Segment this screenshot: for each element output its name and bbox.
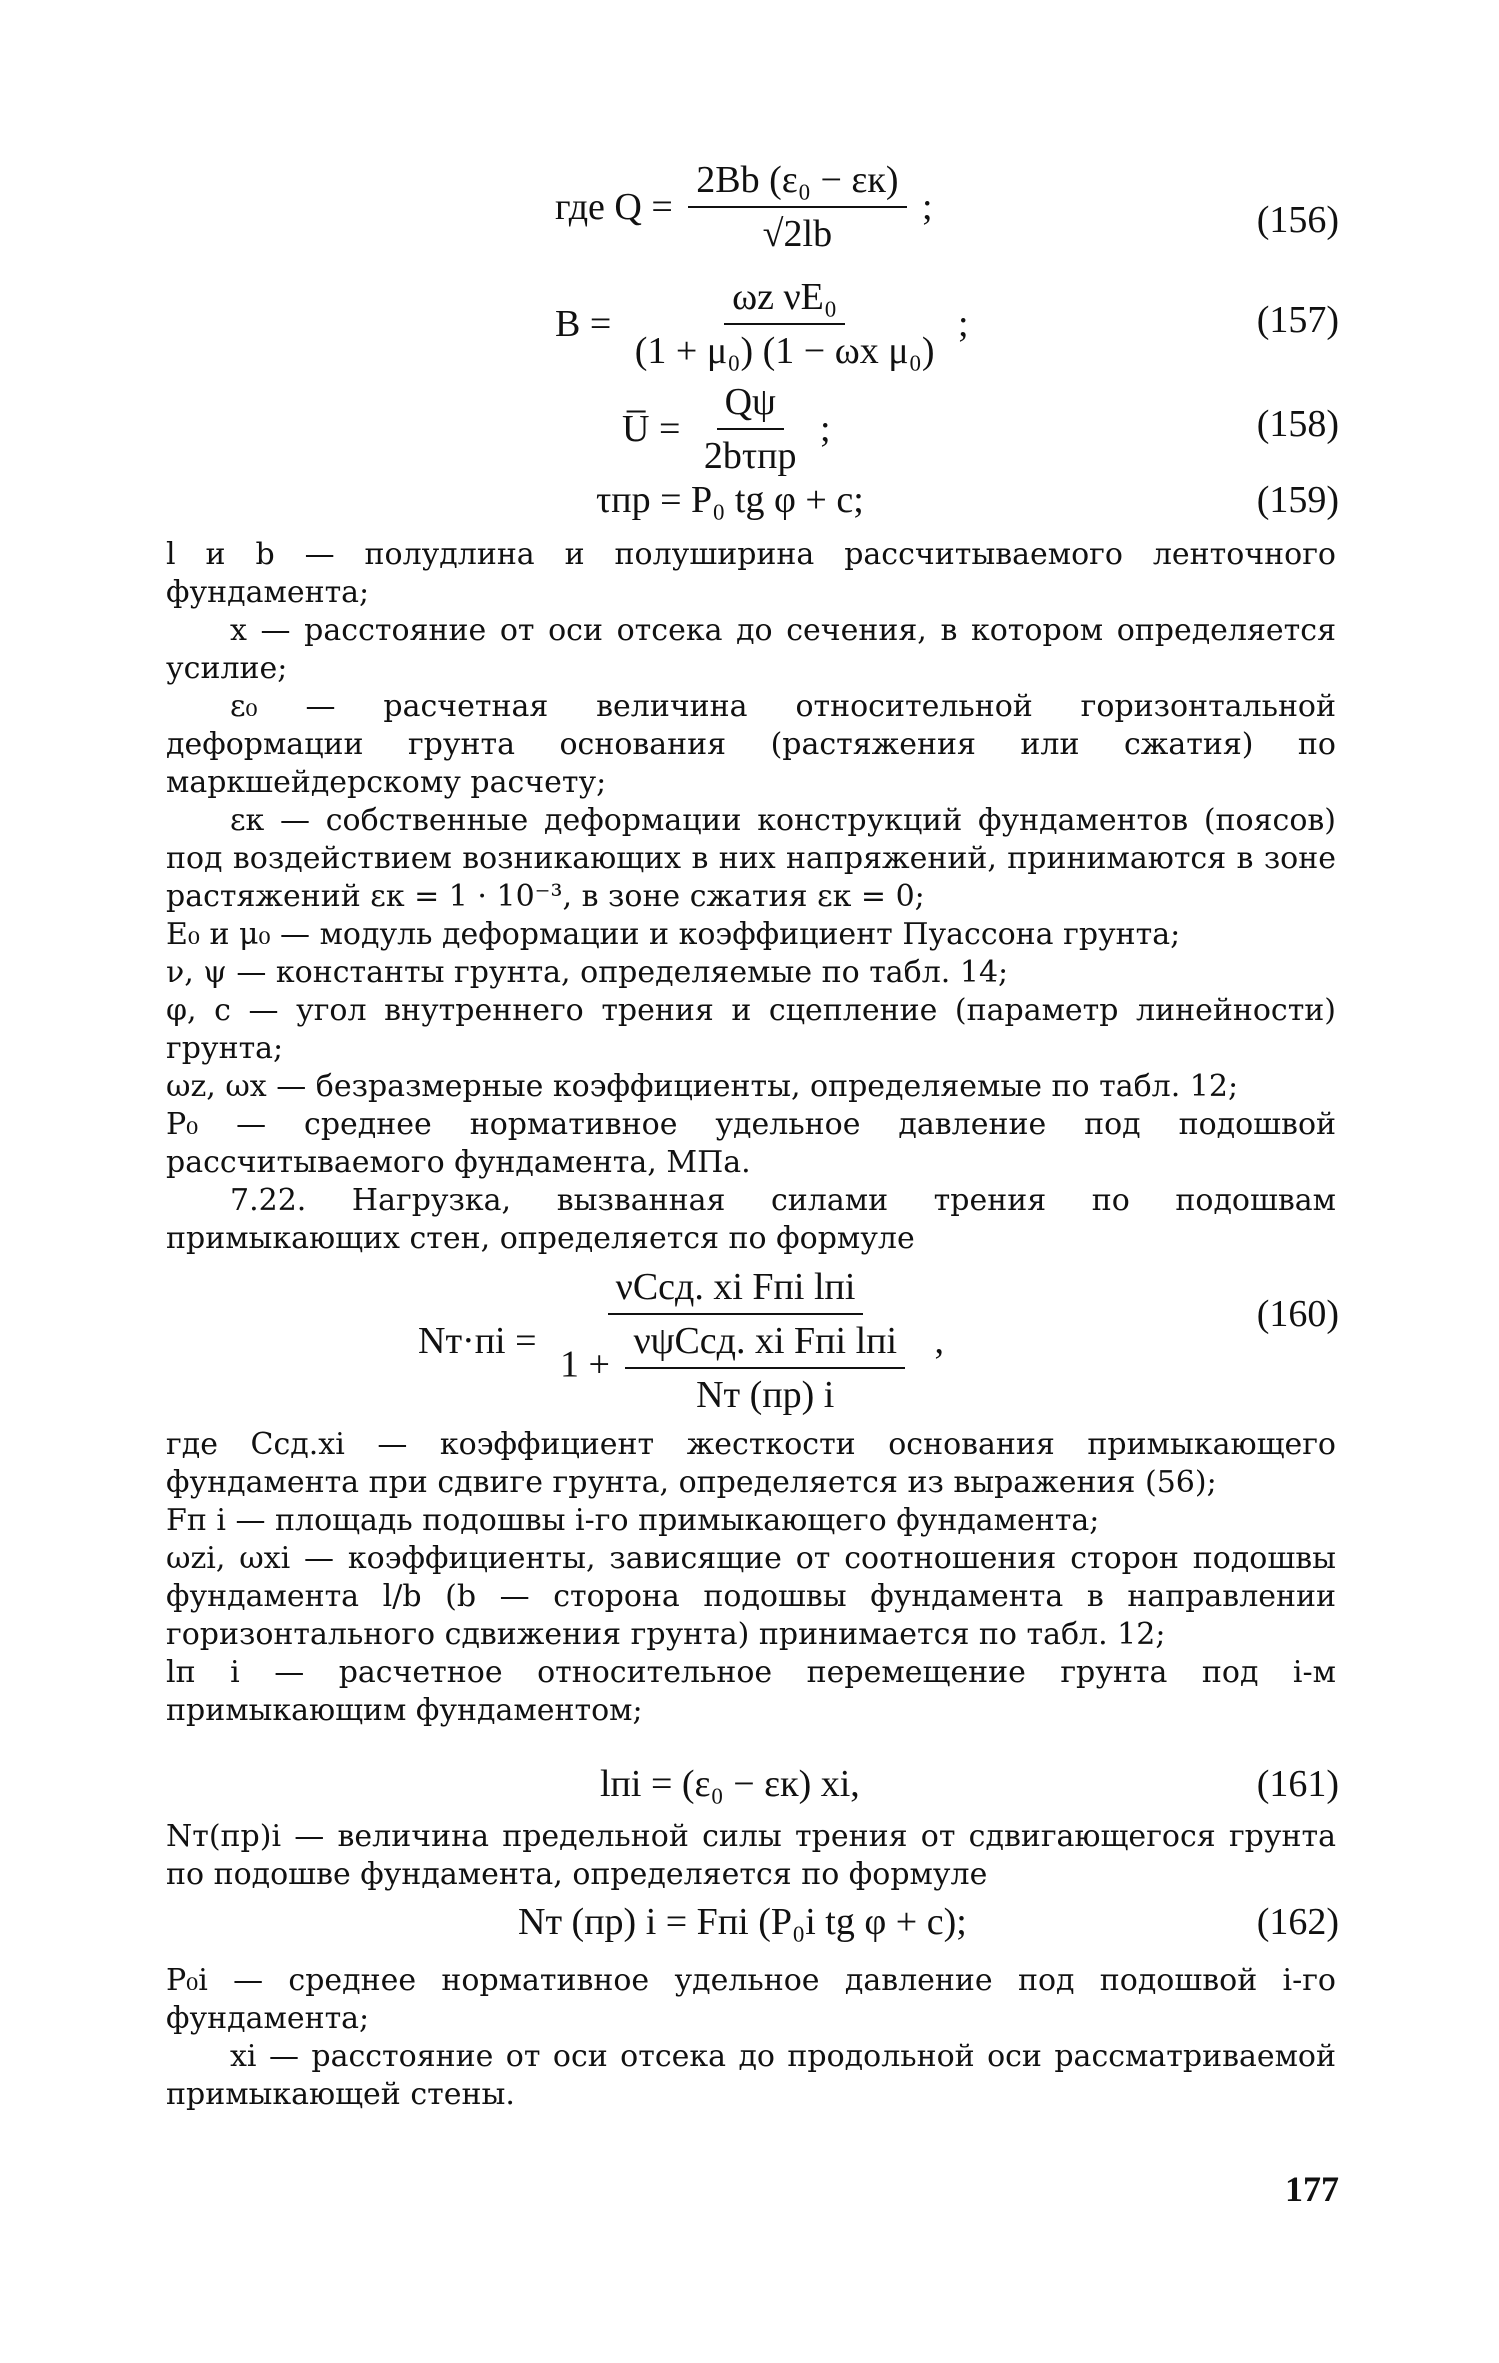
denominator: 2bτпр: [703, 435, 797, 477]
fraction: [696, 380, 805, 478]
denominator: [552, 1315, 919, 1417]
fraction: [552, 1265, 919, 1417]
section-7-22: 7.22. Нагрузка, вызванная силами трения по подошвам примыкающих стен, определяется по формуле: [166, 1183, 1336, 1256]
definitions-block-2: [166, 1426, 1336, 1730]
definition-phi-c: φ, c — угол внутреннего трения и сцепление (параметр линейности) грунта;: [166, 993, 1336, 1066]
formula-161: lпi = (ε₀ − εк) xi,: [600, 1763, 860, 1805]
equation-number: (161): [1256, 1763, 1339, 1805]
numerator: Qψ: [717, 380, 784, 430]
definition-nu-psi: ν, ψ — константы грунта, определяемые по табл. 14;: [166, 955, 1009, 990]
definitions-block-1: [166, 536, 1336, 1258]
definitions-block-3: [166, 1962, 1336, 2114]
definition-omega-i: ωzi, ωxi — коэффициенты, зависящие от соотношения сторон подошвы фундамента l/b (b — сторона подошвы фундамента в направлении горизонтального сдвижения грунта) принимается по табл. 12;: [166, 1541, 1336, 1652]
inner-fraction: [625, 1319, 905, 1417]
inner-numerator: νψCсд. xi Fпi lпi: [625, 1319, 905, 1369]
formula-156: [555, 158, 933, 256]
page-number: 177: [1285, 2169, 1339, 2209]
formula-159: τпр = P₀ tg φ + c;: [596, 479, 864, 521]
denominator-prefix: 1 +: [560, 1343, 610, 1386]
definition-Ntpr: Nт(пр)i — величина предельной силы трения от сдвигающегося грунта по подошве фундамента, определяется по формуле: [166, 1819, 1336, 1892]
formula-162: Nт (пр) i = Fпi (P₀i tg φ + c);: [518, 1901, 967, 1943]
formula-lhs: U̅ =: [622, 408, 681, 450]
fraction: [627, 275, 943, 373]
fraction: [688, 158, 906, 256]
definition-x: x — расстояние от оси отсека до сечения, в котором определяется усилие;: [166, 613, 1336, 686]
definition-P0: P₀ — среднее нормативное удельное давление под подошвой рассчитываемого фундамента, МПа.: [166, 1107, 1336, 1180]
equation-number: (159): [1256, 479, 1339, 521]
equation-number: (156): [1256, 199, 1339, 241]
numerator: νCсд. xi Fпi lпi: [608, 1265, 864, 1315]
definition-l-b: l и b — полудлина и полуширина рассчитываемого ленточного фундамента;: [166, 537, 1336, 610]
denominator: (1 + μ₀) (1 − ωx μ₀): [634, 330, 935, 372]
equation-number: (160): [1256, 1293, 1339, 1335]
equation-number: (162): [1256, 1901, 1339, 1943]
formula-tail: ;: [958, 303, 969, 345]
definition-omega: ωz, ωx — безразмерные коэффициенты, определяемые по табл. 12;: [166, 1069, 1239, 1104]
formula-lhs: B =: [555, 303, 612, 345]
equation-number: (157): [1256, 299, 1339, 341]
formula-160: [418, 1265, 944, 1417]
formula-lhs: где Q =: [555, 186, 673, 228]
definition-Fpi: Fп i — площадь подошвы i-го примыкающего фундамента;: [166, 1503, 1100, 1538]
formula-lhs: Nт·пi =: [418, 1320, 537, 1362]
definition-Csd: где Cсд.xi — коэффициент жесткости основания примыкающего фундамента при сдвиге грунта, определяется из выражения (56);: [166, 1427, 1336, 1500]
definition-E0-mu0: E₀ и μ₀ — модуль деформации и коэффициент Пуассона грунта;: [166, 917, 1181, 952]
numerator: 2Bb (ε₀ − εк): [688, 158, 906, 208]
definition-xi: xi — расстояние от оси отсека до продольной оси рассматриваемой примыкающей стены.: [166, 2039, 1336, 2112]
formula-tail: ;: [922, 186, 933, 228]
definition-epsk: εк — собственные деформации конструкций фундаментов (поясов) под воздействием возникающих в них напряжений, принимаются в зоне растяжений εк = 1 · 10⁻³, в зоне сжатия εк = 0;: [166, 803, 1336, 914]
definition-lpi: lп i — расчетное относительное перемещение грунта под i-м примыкающим фундаментом;: [166, 1655, 1336, 1728]
numerator: ωz νE₀: [724, 275, 845, 325]
denominator: √2lb: [762, 213, 833, 255]
inner-denominator: Nт (пр) i: [696, 1374, 835, 1416]
formula-157: [555, 275, 969, 373]
equation-number: (158): [1256, 403, 1339, 445]
formula-158: [622, 380, 831, 478]
definition-eps0: ε₀ — расчетная величина относительной горизонтальной деформации грунта основания (растяжения или сжатия) по маркшейдерскому расчету;: [166, 689, 1336, 800]
formula-tail: ,: [934, 1320, 945, 1362]
formula-tail: ;: [819, 408, 831, 450]
definition-P0i: P₀i — среднее нормативное удельное давление под подошвой i-го фундамента;: [166, 1963, 1336, 2036]
